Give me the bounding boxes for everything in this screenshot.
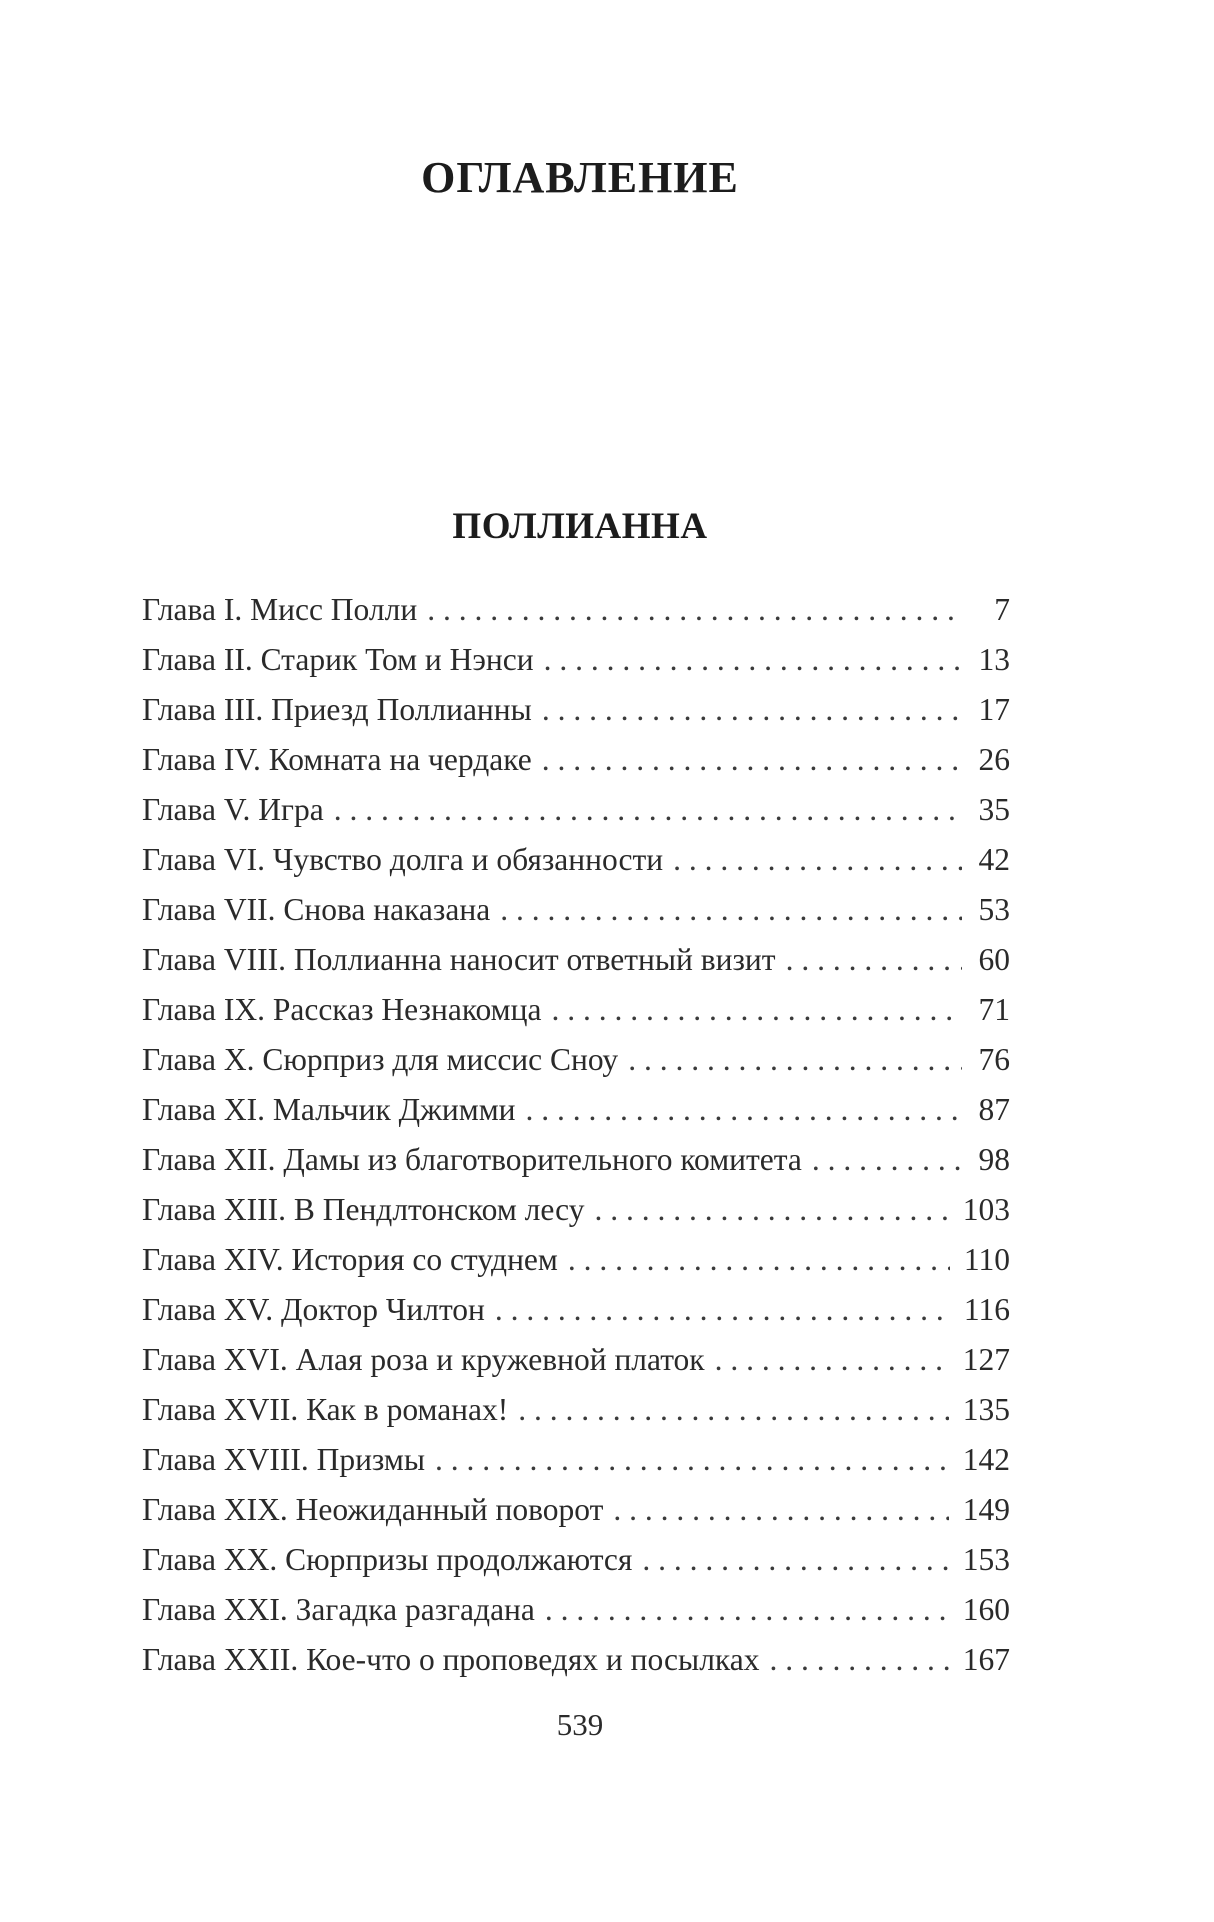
dot-leader (500, 885, 962, 935)
toc-entry-page: 53 (978, 892, 1010, 927)
toc-entry-title: Глава XVI. Алая роза и кружевной платок (142, 1342, 705, 1377)
dot-leader (544, 635, 962, 685)
dot-leader (786, 935, 962, 985)
toc-entry (142, 585, 1010, 635)
dot-leader (518, 1385, 948, 1435)
toc-entry-page: 26 (978, 742, 1010, 777)
toc-entry-title: Глава XIX. Неожиданный поворот (142, 1492, 604, 1527)
dot-leader (568, 1235, 950, 1285)
dot-leader (628, 1035, 962, 1085)
toc-entry-title: Глава I. Мисс Полли (142, 592, 418, 627)
toc-entry (142, 1335, 1010, 1385)
toc-entry-title: Глава XII. Дамы из благотворительного комитета (142, 1142, 802, 1177)
dot-leader (334, 785, 962, 835)
dot-leader (613, 1485, 948, 1535)
dot-leader (594, 1185, 948, 1235)
toc-entry-page: 13 (978, 642, 1010, 677)
table-of-contents (142, 585, 1010, 1685)
toc-entry (142, 1135, 1010, 1185)
page-title: ОГЛАВЛЕНИЕ (421, 153, 739, 202)
toc-entry-title: Глава XVIII. Призмы (142, 1442, 426, 1477)
toc-entry-page: 116 (963, 1292, 1010, 1327)
dot-leader (542, 735, 962, 785)
toc-entry (142, 1235, 1010, 1285)
toc-entry (142, 835, 1010, 885)
dot-leader (526, 1085, 962, 1135)
toc-entry-page: 87 (978, 1092, 1010, 1127)
dot-leader (495, 1285, 950, 1335)
toc-entry (142, 685, 1010, 735)
page-number: 539 (556, 1707, 604, 1742)
section-title: ПОЛЛИАННА (452, 506, 708, 547)
toc-entry (142, 1485, 1010, 1535)
toc-entry-title: Глава XIV. История со студнем (142, 1242, 558, 1277)
toc-entry (142, 735, 1010, 785)
toc-entry (142, 1035, 1010, 1085)
toc-entry-title: Глава X. Сюрприз для миссис Сноу (142, 1042, 619, 1077)
toc-entry (142, 1635, 1010, 1685)
toc-entry-title: Глава IX. Рассказ Незнакомца (142, 992, 542, 1027)
toc-entry (142, 1185, 1010, 1235)
toc-entry-title: Глава XXII. Кое-что о проповедях и посылках (142, 1642, 760, 1677)
toc-entry-title: Глава XXI. Загадка разгадана (142, 1592, 535, 1627)
toc-entry-title: Глава VIII. Поллианна наносит ответный визит (142, 942, 776, 977)
dot-leader (435, 1435, 949, 1485)
toc-entry-page: 167 (962, 1642, 1010, 1677)
toc-entry (142, 785, 1010, 835)
toc-entry-page: 153 (962, 1542, 1010, 1577)
dot-leader (673, 835, 962, 885)
toc-entry-page: 71 (978, 992, 1010, 1027)
toc-entry-title: Глава VI. Чувство долга и обязанности (142, 842, 664, 877)
toc-entry (142, 1535, 1010, 1585)
toc-entry-page: 142 (962, 1442, 1010, 1477)
toc-entry-title: Глава XIII. В Пендлтонском лесу (142, 1192, 585, 1227)
toc-entry-page: 127 (962, 1342, 1010, 1377)
toc-entry (142, 885, 1010, 935)
toc-entry-page: 42 (978, 842, 1010, 877)
toc-entry (142, 635, 1010, 685)
toc-entry-page: 17 (978, 692, 1010, 727)
dot-leader (769, 1635, 948, 1685)
dot-leader (545, 1585, 949, 1635)
toc-entry-title: Глава V. Игра (142, 792, 324, 827)
toc-entry-page: 35 (978, 792, 1010, 827)
toc-entry (142, 1385, 1010, 1435)
dot-leader (812, 1135, 962, 1185)
toc-entry-page: 103 (962, 1192, 1010, 1227)
toc-entry-title: Глава VII. Снова наказана (142, 892, 491, 927)
toc-entry-title: Глава XVII. Как в романах! (142, 1392, 509, 1427)
toc-entry (142, 935, 1010, 985)
toc-entry-page: 110 (963, 1242, 1010, 1277)
toc-entry (142, 1085, 1010, 1135)
toc-entry-page: 60 (978, 942, 1010, 977)
toc-entry-title: Глава II. Старик Том и Нэнси (142, 642, 534, 677)
toc-entry-page: 98 (978, 1142, 1010, 1177)
toc-entry (142, 1585, 1010, 1635)
toc-entry (142, 1435, 1010, 1485)
toc-entry-page: 7 (994, 592, 1010, 627)
toc-entry-page: 160 (962, 1592, 1010, 1627)
toc-entry-title: Глава IV. Комната на чердаке (142, 742, 532, 777)
toc-entry-title: Глава XI. Мальчик Джимми (142, 1092, 516, 1127)
toc-entry (142, 1285, 1010, 1335)
toc-entry-title: Глава XX. Сюрпризы продолжаются (142, 1542, 633, 1577)
dot-leader (542, 685, 962, 735)
toc-entry-title: Глава III. Приезд Поллианны (142, 692, 532, 727)
toc-entry-page: 76 (978, 1042, 1010, 1077)
toc-entry-page: 135 (962, 1392, 1010, 1427)
toc-entry-title: Глава XV. Доктор Чилтон (142, 1292, 485, 1327)
dot-leader (427, 585, 962, 635)
dot-leader (642, 1535, 948, 1585)
toc-entry (142, 985, 1010, 1035)
dot-leader (551, 985, 962, 1035)
toc-entry-page: 149 (962, 1492, 1010, 1527)
dot-leader (715, 1335, 949, 1385)
